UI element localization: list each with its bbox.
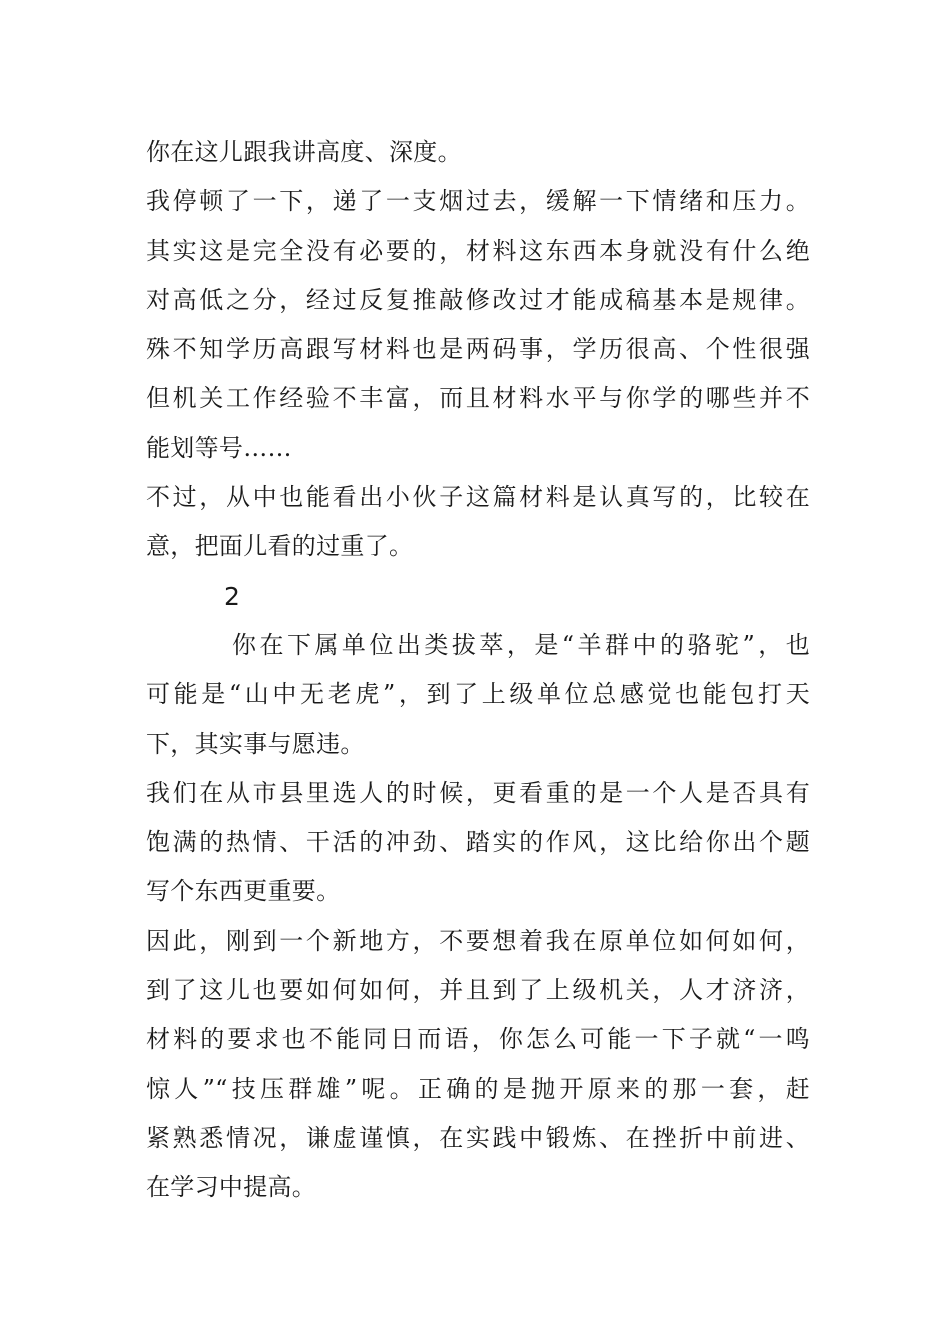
text-line: 对高低之分，经过反复推敲修改过才能成稿基本是规律。	[146, 285, 810, 314]
text-line: 在学习中提高。	[146, 1173, 317, 1202]
text-line: 下，其实事与愿违。	[146, 729, 365, 758]
text-line: 我们在从市县里选人的时候，更看重的是一个人是否具有	[146, 778, 810, 807]
section-number: 2	[224, 581, 241, 611]
text-line: 饱满的热情、干活的冲劲、踏实的作风，这比给你出个题	[146, 828, 810, 857]
text-line: 我停顿了一下，递了一支烟过去，缓解一下情绪和压力。	[146, 187, 810, 216]
text-line: 但机关工作经验不丰富，而且材料水平与你学的哪些并不	[146, 384, 810, 413]
text-line: 殊不知学历高跟写材料也是两码事，学历很高、个性很强	[146, 335, 810, 364]
document-body	[146, 128, 810, 1213]
text-line: 你在这儿跟我讲高度、深度。	[146, 138, 462, 166]
text-line: 写个东西更重要。	[146, 877, 341, 906]
text-line: 紧熟悉情况，谦虚谨慎，在实践中锻炼、在挫折中前进、	[146, 1123, 810, 1152]
text-line: 其实这是完全没有必要的，材料这东西本身就没有什么绝	[146, 236, 810, 265]
text-line: 因此，刚到一个新地方，不要想着我在原单位如何如何，	[146, 926, 810, 955]
text-line: 惊人”“技压群雄”呢。正确的是抛开原来的那一套，赶	[146, 1074, 810, 1103]
text-line: 不过，从中也能看出小伙子这篇材料是认真写的，比较在	[146, 483, 810, 512]
text-line: 意，把面儿看的过重了。	[146, 532, 414, 561]
text-line: 到了这儿也要如何如何，并且到了上级机关，人才济济，	[146, 976, 810, 1005]
text-line: 可能是“山中无老虎”，到了上级单位总感觉也能包打天	[146, 680, 810, 709]
text-line: 你在下属单位出类拔萃，是“羊群中的骆驼”，也	[232, 630, 810, 659]
text-line: 材料的要求也不能同日而语，你怎么可能一下子就“一鸣	[146, 1025, 810, 1054]
text-line: 能划等号……	[146, 433, 292, 462]
